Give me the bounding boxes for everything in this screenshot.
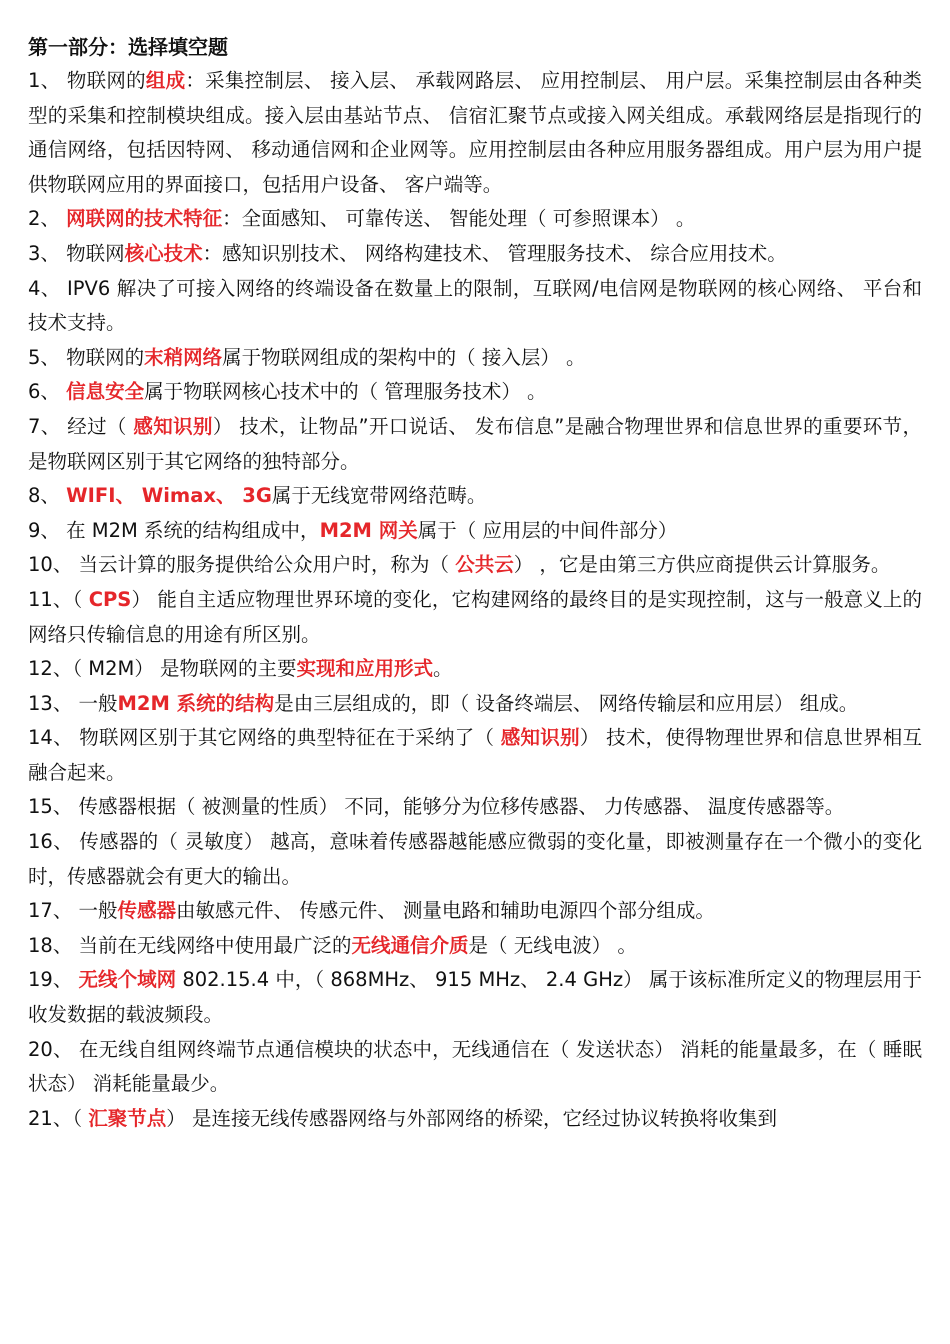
- item-text: 7、 经过（: [28, 414, 134, 438]
- question-item: [28, 929, 922, 964]
- item-text: 是由三层组成的，即（ 设备终端层、 网络传输层和应用层） 组成。: [274, 691, 859, 715]
- question-item: [28, 790, 922, 825]
- highlighted-term: 实现和应用形式: [296, 657, 434, 681]
- item-text: 4、 IPV6 解决了可接入网络的终端设备在数量上的限制，互联网/电信网是物联网的核心网络、 平台和技术支持。: [28, 276, 922, 335]
- item-text: 17、 一般: [28, 899, 118, 923]
- highlighted-term: 组成: [145, 69, 186, 92]
- highlighted-term: M2M 系统的结构: [117, 691, 275, 715]
- item-text: ：采集控制层、 接入层、 承载网路层、 应用控制层、 用户层。采集控制层由各种类型的采集和控制模块组成。接入层由基站节点、 信宿汇聚节点或接入网关组成。承载网络层是指现行的通信网络，包括因特网、 移动通信网和企业网等。应用控制层由各种应用服务器组成。用户层为用户提供物联网应用的界面接口，包括用户设备、 客户端等。: [28, 69, 922, 196]
- item-text: ：感知识别技术、 网络构建技术、 管理服务技术、 综合应用技术。: [202, 241, 787, 265]
- highlighted-term: CPS: [88, 587, 132, 611]
- item-text: 10、 当云计算的服务提供给公众用户时，称为（: [28, 553, 456, 577]
- highlighted-term: 公共云: [455, 553, 514, 577]
- question-item: [28, 825, 922, 894]
- item-text: 属于物联网组成的架构中的（ 接入层） 。: [222, 345, 586, 369]
- question-item: [28, 583, 922, 652]
- item-text: 。: [433, 657, 453, 681]
- question-item: [28, 410, 922, 479]
- question-item: [28, 652, 922, 687]
- item-text: ：全面感知、 可靠传送、 智能处理（ 可参照课本） 。: [222, 207, 696, 231]
- question-item: [28, 894, 922, 929]
- question-item: [28, 687, 922, 722]
- section-title: 第一部分：选择填空题: [28, 35, 228, 59]
- item-text: 8、: [28, 484, 67, 508]
- question-item: [28, 341, 922, 376]
- item-text: 20、 在无线自组网终端节点通信模块的状态中，无线通信在（ 发送状态） 消耗的能量最多，在（ 睡眠状态） 消耗能量最少。: [28, 1037, 922, 1096]
- item-text: 属于（ 应用层的中间件部分）: [417, 518, 678, 542]
- question-list: [28, 64, 922, 1136]
- item-text: 是（ 无线电波） 。: [468, 933, 637, 957]
- item-text: 19、: [28, 968, 79, 992]
- highlighted-term: 感知识别: [133, 414, 213, 438]
- question-item: [28, 963, 922, 1032]
- question-item: [28, 237, 922, 272]
- highlighted-term: 信息安全: [66, 380, 145, 404]
- question-item: [28, 479, 922, 514]
- item-text: ） 是连接无线传感器网络与外部网络的桥梁，它经过协议转换将收集到: [166, 1106, 777, 1130]
- item-text: ） 技术，使得物理世界和信息世界相互融合起来。: [28, 726, 923, 784]
- question-item: [28, 721, 922, 790]
- item-text: 由敏感元件、 传感元件、 测量电路和辅助电源四个部分组成。: [176, 899, 715, 923]
- highlighted-term: 末稍网络: [144, 345, 223, 369]
- question-item: [28, 202, 922, 237]
- question-item: [28, 64, 922, 202]
- item-text: 3、 物联网: [28, 241, 125, 265]
- highlighted-term: 无线个域网: [78, 968, 177, 992]
- question-item: [28, 272, 922, 341]
- item-text: ） ，它是由第三方供应商提供云计算服务。: [513, 553, 891, 577]
- highlighted-term: 网联网的技术特征: [66, 207, 223, 231]
- question-item: [28, 548, 922, 583]
- item-text: 15、 传感器根据（ 被测量的性质） 不同，能够分为位移传感器、 力传感器、 温度传感器等。: [28, 795, 845, 819]
- item-text: ） 技术，让物品”开口说话、 发布信息”是融合物理世界和信息世界的重要环节，是物联网区别于其它网络的独特部分。: [28, 414, 922, 473]
- item-text: 6、: [28, 380, 67, 404]
- item-text: 9、 在 M2M 系统的结构组成中，: [28, 518, 320, 542]
- highlighted-term: 感知识别: [500, 726, 580, 750]
- item-text: 11、（: [28, 587, 89, 611]
- question-item: [28, 514, 922, 549]
- item-text: 16、 传感器的（ 灵敏度） 越高，意味着传感器越能感应微弱的变化量，即被测量存在一个微小的变化时，传感器就会有更大的输出。: [28, 830, 922, 888]
- highlighted-term: 传感器: [117, 899, 177, 923]
- question-item: [28, 1102, 922, 1137]
- item-text: 18、 当前在无线网络中使用最广泛的: [28, 933, 352, 957]
- item-text: 802.15.4 中，（ 868MHz、 915 MHz、 2.4 GHz） 属于该标准所定义的物理层用于收发数据的载波频段。: [28, 968, 922, 1027]
- highlighted-term: WIFI、 Wimax、 3G: [66, 484, 272, 508]
- item-text: 1、 物联网的: [28, 69, 146, 92]
- item-text: 13、 一般: [28, 691, 118, 715]
- item-text: 21、（: [28, 1106, 89, 1130]
- item-text: 属于无线宽带网络范畴。: [271, 484, 487, 508]
- item-text: 12、（ M2M） 是物联网的主要: [28, 657, 297, 681]
- highlighted-term: 汇聚节点: [88, 1106, 167, 1130]
- item-text: 5、 物联网的: [28, 345, 145, 369]
- question-item: [28, 1033, 922, 1102]
- item-text: 属于物联网核心技术中的（ 管理服务技术） 。: [144, 380, 547, 404]
- highlighted-term: 无线通信介质: [351, 933, 469, 957]
- item-text: 2、: [28, 207, 67, 231]
- item-text: 14、 物联网区别于其它网络的典型特征在于采纳了（: [28, 726, 501, 750]
- highlighted-term: M2M 网关: [319, 518, 418, 542]
- item-text: ） 能自主适应物理世界环境的变化，它构建网络的最终目的是实现控制，这与一般意义上的网络只传输信息的用途有所区别。: [28, 587, 923, 646]
- highlighted-term: 核心技术: [124, 241, 203, 265]
- question-item: [28, 375, 922, 410]
